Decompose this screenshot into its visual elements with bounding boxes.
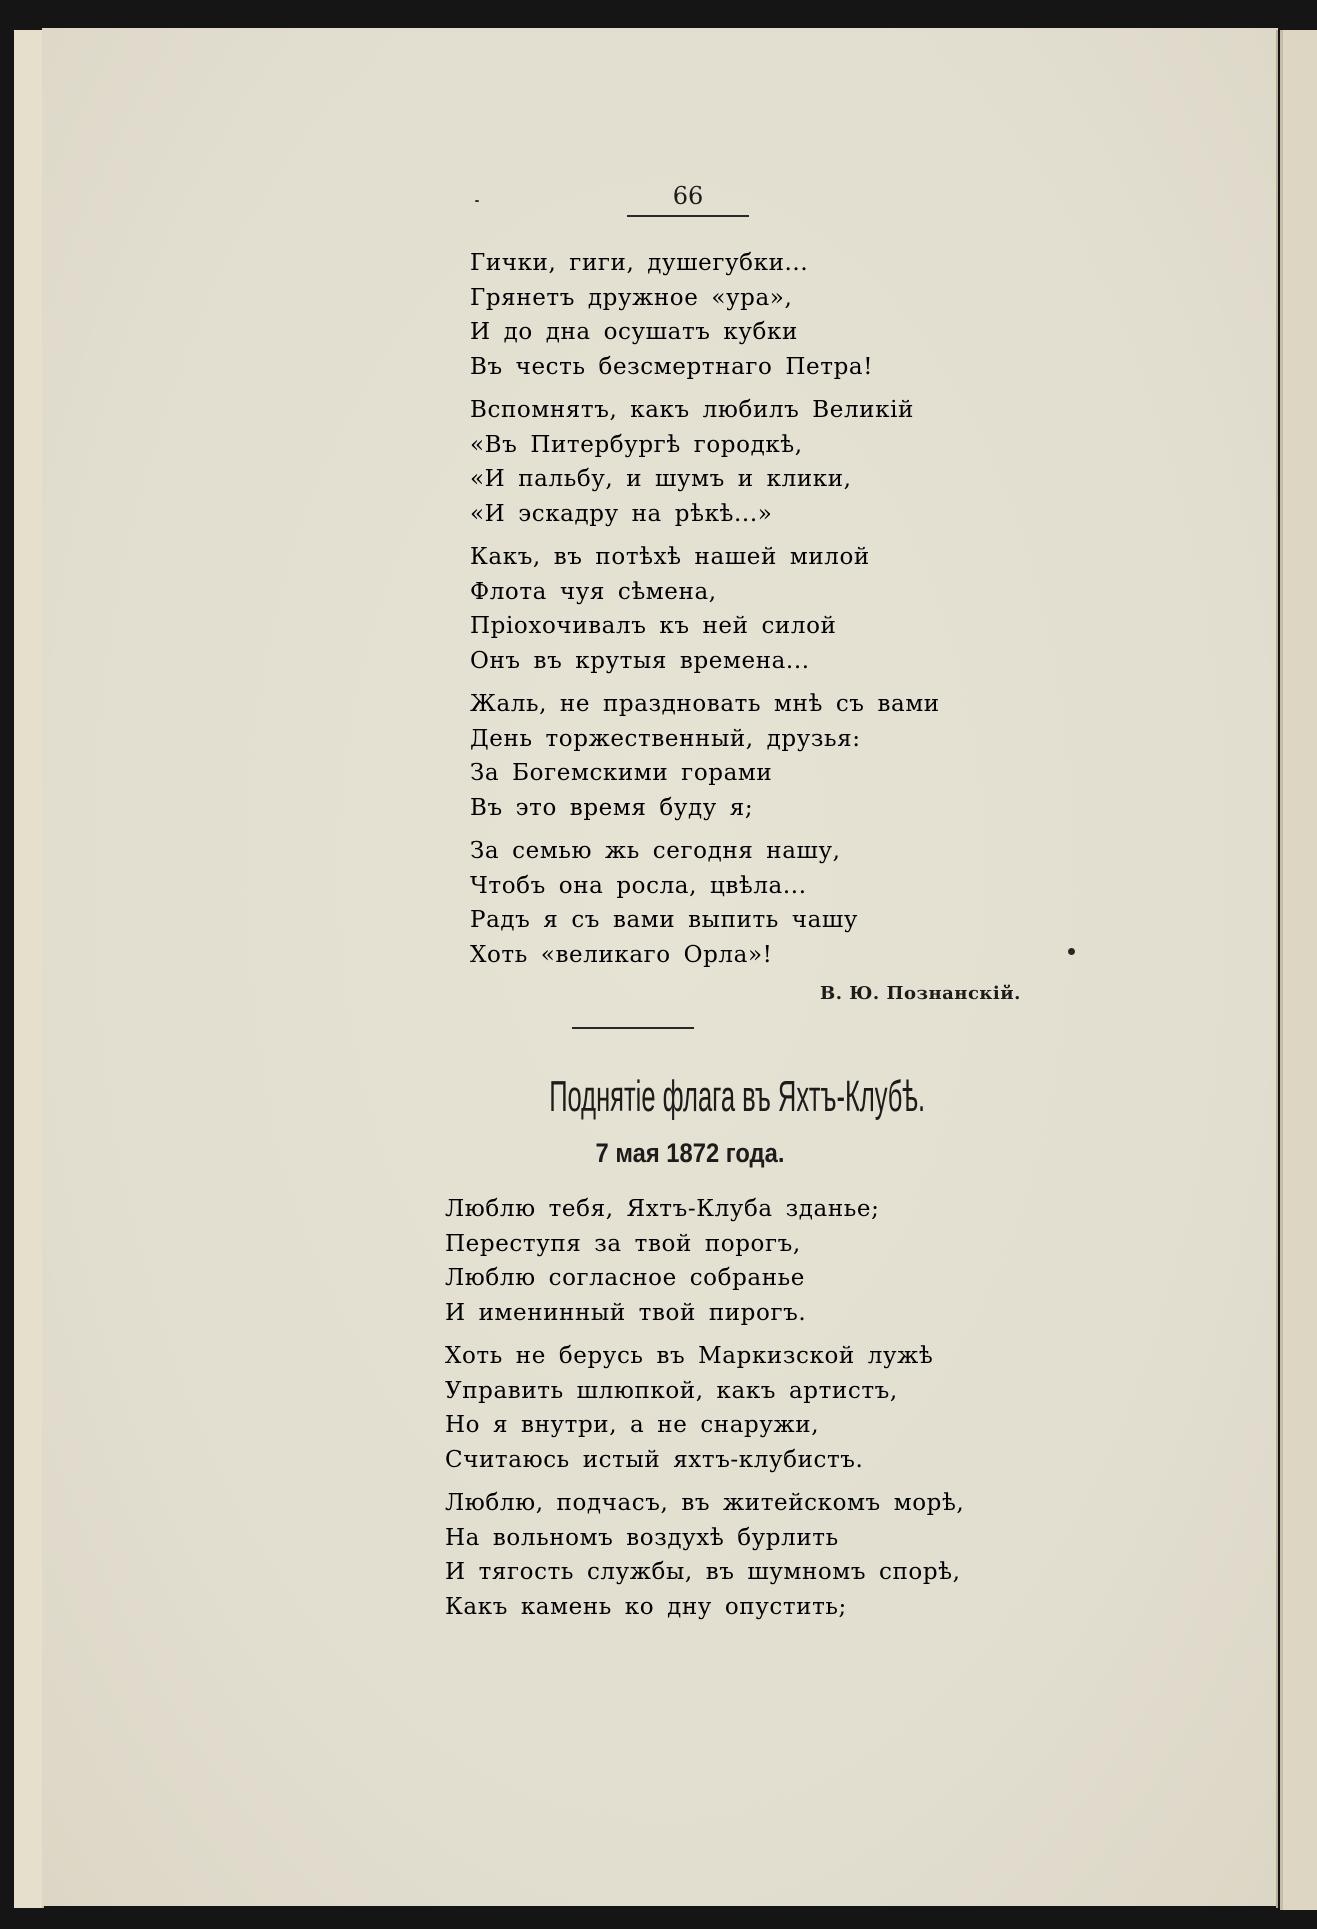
verse-line: Пріохочивалъ къ ней силой bbox=[470, 613, 837, 639]
verse-line: День торжественный, друзья: bbox=[470, 725, 861, 752]
verse-line: Считаюсь истый яхтъ-клубистъ. bbox=[445, 1446, 864, 1473]
verse-line: Какъ, въ потѣхѣ нашей милой bbox=[470, 544, 870, 570]
verse-line: Люблю согласное собранье bbox=[445, 1265, 805, 1291]
verse-line: Жаль, не праздновать мнѣ съ вами bbox=[470, 691, 940, 717]
page-gutter bbox=[1276, 30, 1278, 1908]
verse-line: «И эскадру на рѣкѣ...» bbox=[470, 500, 773, 527]
stanza bbox=[470, 246, 940, 384]
stanza bbox=[470, 834, 940, 972]
ink-speck bbox=[475, 200, 479, 202]
stanza bbox=[445, 1192, 964, 1330]
poem-date: 7 мая 1872 года. bbox=[595, 1138, 785, 1168]
verse-line: Въ честь безсмертнаго Петра! bbox=[470, 353, 874, 380]
verse-line: И до дна осушатъ кубки bbox=[470, 319, 798, 345]
poem-author: В. Ю. Познанскій. bbox=[820, 983, 1021, 1004]
verse-line: Но я внутри, а не снаружи, bbox=[445, 1412, 820, 1438]
ink-speck bbox=[1068, 948, 1075, 955]
verse-line: За семью жь сегодня нашу, bbox=[470, 838, 841, 864]
stanza bbox=[470, 393, 940, 531]
verse-line: Гички, гиги, душегубки... bbox=[470, 250, 809, 276]
verse-line: Онъ въ крутыя времена... bbox=[470, 647, 810, 674]
verse-line: Переступя за твой порогъ, bbox=[445, 1230, 801, 1257]
verse-line: Въ это время буду я; bbox=[470, 794, 754, 821]
verse-line: Какъ камень ко дну опустить; bbox=[445, 1593, 847, 1620]
verse-line: Хоть не берусь въ Маркизской лужѣ bbox=[445, 1343, 934, 1369]
verse-line: Грянетъ дружное «ура», bbox=[470, 284, 793, 311]
stanza bbox=[470, 687, 940, 825]
verse-line: Люблю, подчасъ, въ житейскомъ морѣ, bbox=[445, 1490, 965, 1516]
page-edge-right bbox=[1280, 30, 1317, 1910]
verse-line: «И пальбу, и шумъ и клики, bbox=[470, 466, 852, 492]
stanza bbox=[445, 1486, 964, 1624]
verse-line: Флота чуя сѣмена, bbox=[470, 578, 717, 605]
verse-line: Вспомнятъ, какъ любилъ Великій bbox=[470, 397, 914, 423]
poem-1 bbox=[470, 246, 940, 981]
stanza bbox=[445, 1339, 964, 1477]
verse-line: Люблю тебя, Яхтъ-Клуба зданье; bbox=[445, 1196, 880, 1222]
verse-line: И именинный твой пирогъ. bbox=[445, 1299, 807, 1326]
verse-line: На вольномъ воздухѣ бурлить bbox=[445, 1524, 839, 1551]
verse-line: Управить шлюпкой, какъ артистъ, bbox=[445, 1377, 898, 1404]
verse-line: И тягость службы, въ шумномъ спорѣ, bbox=[445, 1559, 961, 1585]
verse-line: Чтобъ она росла, цвѣла... bbox=[470, 872, 807, 899]
verse-line: Хоть «великаго Орла»! bbox=[470, 941, 773, 968]
poem-2 bbox=[445, 1192, 964, 1633]
header-rule bbox=[627, 215, 749, 217]
page-number: 66 bbox=[672, 182, 704, 210]
verse-line: За Богемскими горами bbox=[470, 760, 773, 786]
verse-line: «Въ Питербургѣ городкѣ, bbox=[470, 431, 803, 458]
page-edge-left bbox=[14, 30, 44, 1908]
section-divider bbox=[572, 1027, 694, 1029]
verse-line: Радъ я съ вами выпить чашу bbox=[470, 907, 859, 933]
poem-title: Поднятіе флага въ Яхтъ-Клубѣ. bbox=[549, 1072, 926, 1121]
stanza bbox=[470, 540, 940, 678]
